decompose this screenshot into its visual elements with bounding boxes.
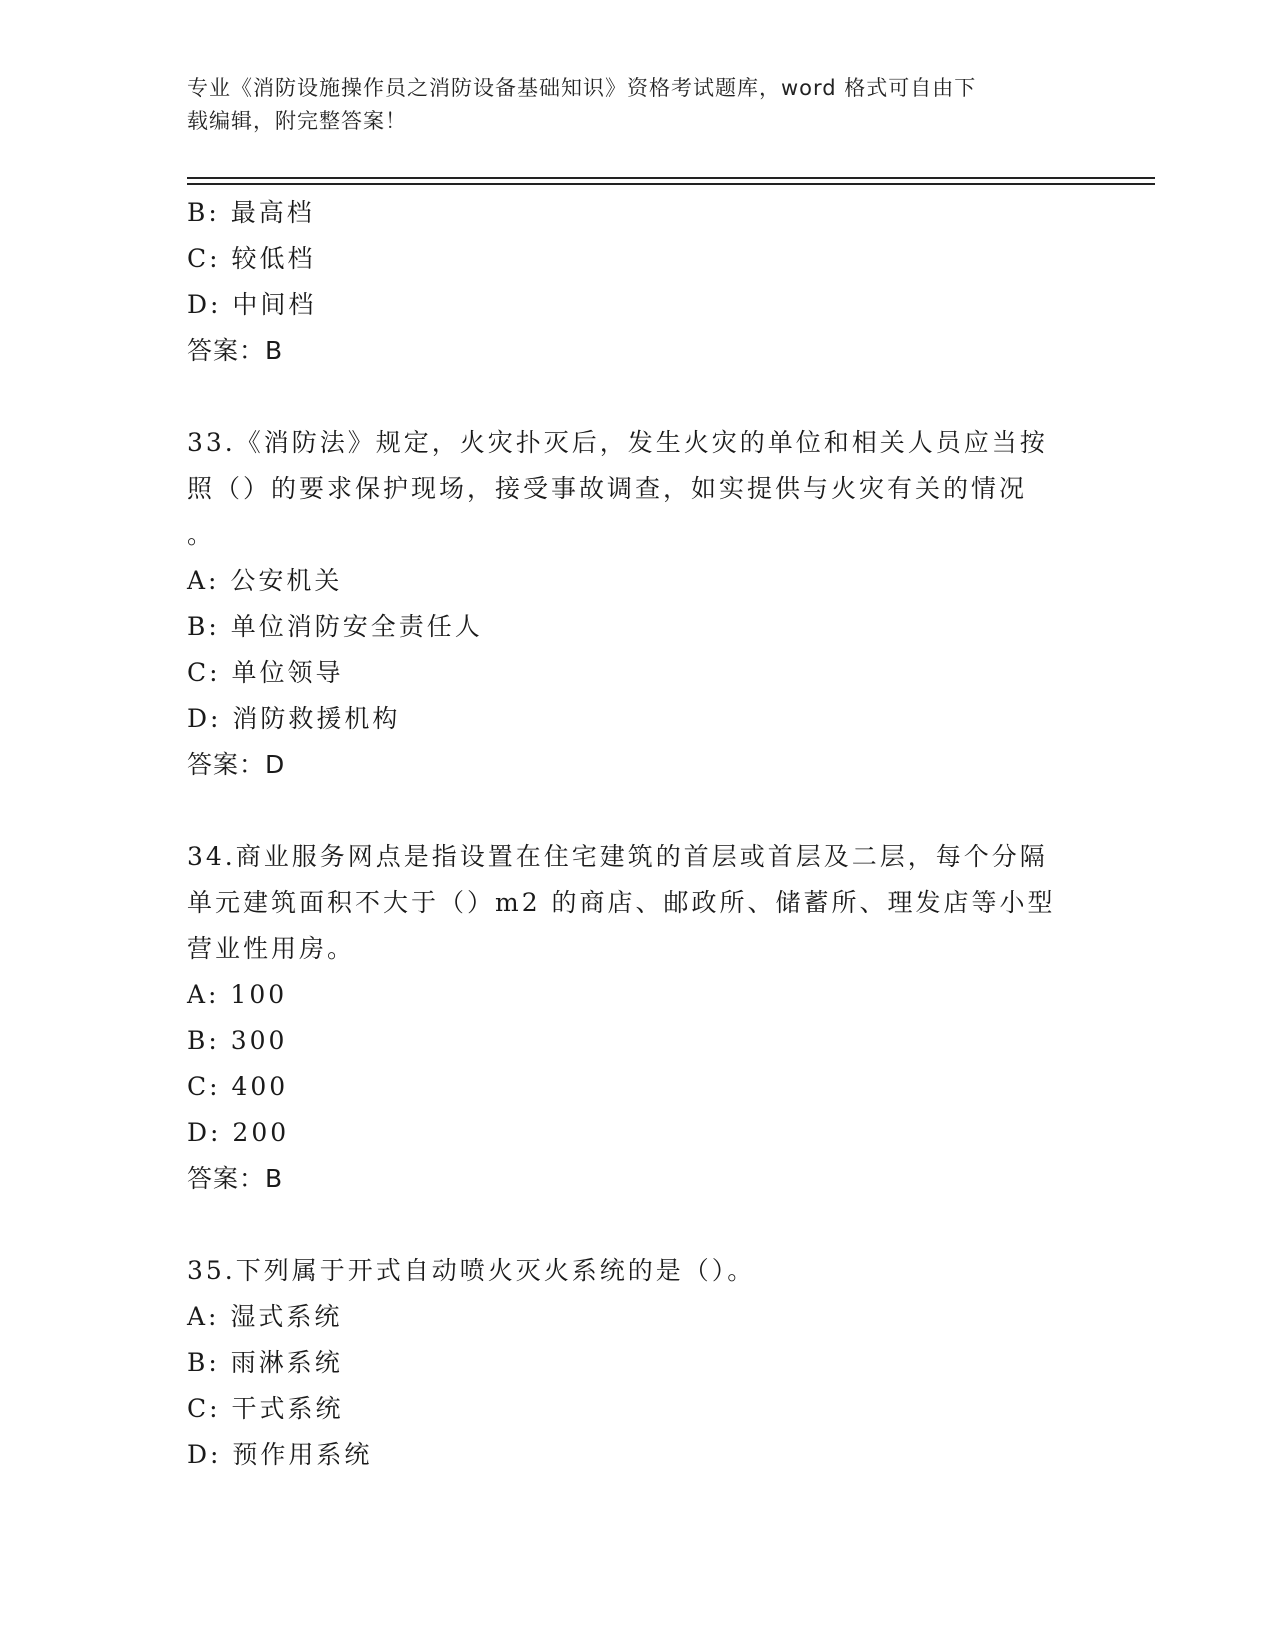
- option-a: A: 湿式系统: [187, 1302, 343, 1331]
- question-list: [187, 190, 1087, 1478]
- document-header: [187, 72, 1067, 138]
- question-33: [187, 420, 1087, 788]
- question-34: [187, 834, 1087, 1202]
- question-32-tail: [187, 190, 1087, 374]
- spacer: [187, 1202, 1087, 1248]
- option-a: A: 公安机关: [187, 566, 343, 595]
- header-divider-top: [187, 177, 1155, 179]
- answer-label: 答案：B: [187, 336, 284, 365]
- question-text-line: 34.商业服务网点是指设置在住宅建筑的首层或首层及二层，每个分隔: [187, 842, 1048, 871]
- option-b: B: 单位消防安全责任人: [187, 612, 483, 641]
- header-line-1: 专业《消防设施操作员之消防设备基础知识》资格考试题库，word 格式可自由下: [187, 76, 977, 100]
- question-text-line: 单元建筑面积不大于（）m2 的商店、邮政所、储蓄所、理发店等小型: [187, 888, 1056, 917]
- option-c: C: 单位领导: [187, 658, 344, 687]
- option-b: B: 雨淋系统: [187, 1348, 343, 1377]
- answer-label: 答案：D: [187, 750, 286, 779]
- header-divider-bottom: [187, 183, 1155, 185]
- spacer: [187, 788, 1087, 834]
- question-35: [187, 1248, 1087, 1478]
- option-a: A: 100: [187, 980, 288, 1009]
- header-line-2: 载编辑，附完整答案！: [187, 109, 407, 133]
- option-d: D: 200: [187, 1118, 290, 1147]
- option-b: B: 最高档: [187, 198, 315, 227]
- option-d: D: 中间档: [187, 290, 317, 319]
- question-text-line: 。: [187, 520, 216, 549]
- question-text-line: 照（）的要求保护现场，接受事故调查，如实提供与火灾有关的情况: [187, 474, 1028, 503]
- option-c: C: 400: [187, 1072, 289, 1101]
- option-d: D: 预作用系统: [187, 1440, 373, 1469]
- question-text-line: 营业性用房。: [187, 934, 356, 963]
- option-c: C: 较低档: [187, 244, 316, 273]
- spacer: [187, 374, 1087, 420]
- question-text-line: 33.《消防法》规定，火灾扑灭后，发生火灾的单位和相关人员应当按: [187, 428, 1048, 457]
- option-c: C: 干式系统: [187, 1394, 344, 1423]
- option-d: D: 消防救援机构: [187, 704, 401, 733]
- answer-label: 答案：B: [187, 1164, 284, 1193]
- question-text-line: 35.下列属于开式自动喷火灭火系统的是（）。: [187, 1256, 756, 1285]
- option-b: B: 300: [187, 1026, 288, 1055]
